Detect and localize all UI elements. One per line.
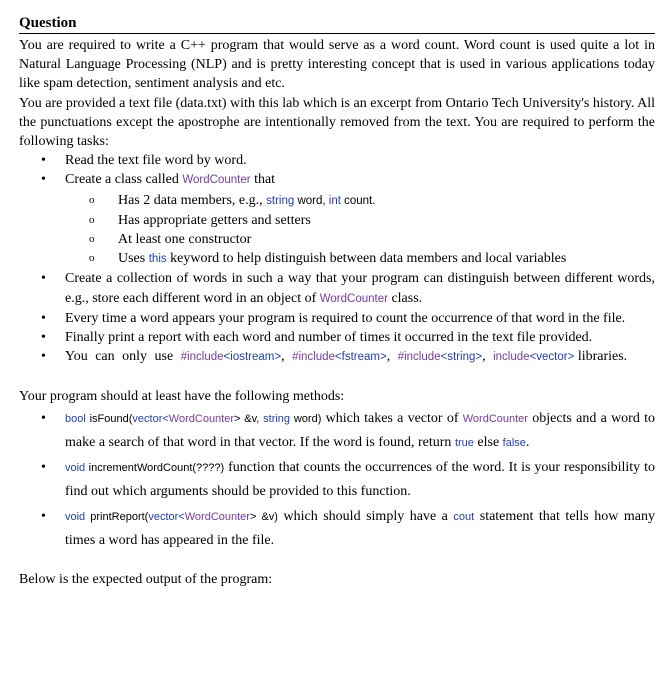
task-read: • Read the text file word by word. bbox=[19, 151, 655, 170]
intro-paragraph-1: You are required to write a C++ program that would serve as a word count. Word count is used quite a lot in Natural Language Processing (NLP) and is pretty interesting concept that is used in various applications today like spam detection, sentiment analysis and etc. bbox=[19, 38, 655, 92]
circle-bullet-icon: o bbox=[89, 252, 95, 265]
task-libraries: • You can only use #include<iostream>, #include<fstream>, #include<string>, include<vector> libraries. bbox=[19, 347, 655, 367]
methods-intro: Your program should at least have the following methods: bbox=[19, 389, 345, 405]
bullet-icon: • bbox=[41, 349, 46, 365]
circle-bullet-icon: o bbox=[89, 193, 95, 206]
method-list bbox=[19, 407, 655, 554]
task-count-occurrence: • Every time a word appears your program is required to count the occurrence of that word in the file. bbox=[19, 309, 655, 328]
method-print-report: • void printReport(vector<WordCounter> &v) which should simply have a cout statement that tells how many times a word has appeared in the file. bbox=[19, 505, 655, 554]
bullet-icon: • bbox=[41, 410, 46, 426]
title-rule bbox=[19, 33, 655, 34]
subtask-this-keyword: o Uses this keyword to help distinguish between data members and local variables bbox=[19, 249, 655, 269]
bullet-icon: • bbox=[41, 271, 46, 287]
question-title: Question bbox=[19, 15, 77, 31]
task-create-class: • Create a class called WordCounter that bbox=[19, 170, 655, 190]
bullet-icon: • bbox=[41, 459, 46, 475]
circle-bullet-icon: o bbox=[89, 233, 95, 246]
method-is-found: • bool isFound(vector<WordCounter> &v, string word) which takes a vector of WordCounter objects and a word to make a search of that word in that vector. If the word is found, return true else false. bbox=[19, 407, 655, 456]
task-list bbox=[19, 151, 655, 367]
bullet-icon: • bbox=[41, 508, 46, 524]
task-collection: • Create a collection of words in such a way that your program can distinguish between different words, e.g., store each different word in an object of WordCounter class. bbox=[41, 271, 655, 306]
expected-output-label: Below is the expected output of the program: bbox=[19, 571, 273, 587]
method-increment-word-count: • void incrementWordCount(????) function that counts the occurrences of the word. It is your responsibility to find out which arguments should be provided to this function. bbox=[19, 456, 655, 505]
bullet-icon: • bbox=[41, 330, 46, 346]
intro-paragraph-2: You are provided a text file (data.txt) with this lab which is an excerpt from Ontario Tech University's history. All the punctuations except the apostrophe are intentionally removed from the text. You are required to perform the following tasks: bbox=[19, 95, 655, 150]
bullet-icon: • bbox=[41, 310, 46, 326]
class-name-code: WordCounter bbox=[182, 174, 251, 187]
subtask-constructor: o At least one constructor bbox=[19, 230, 655, 249]
circle-bullet-icon: o bbox=[89, 213, 95, 226]
subtask-getters-setters: o Has appropriate getters and setters bbox=[19, 211, 655, 230]
subtask-data-members: o Has 2 data members, e.g., string word, int count. bbox=[19, 191, 655, 211]
bullet-icon: • bbox=[41, 172, 46, 188]
task-print-report: • Finally print a report with each word and number of times it occurred in the text file provided. bbox=[19, 328, 655, 347]
question-document bbox=[19, 14, 655, 589]
bullet-icon: • bbox=[41, 153, 46, 169]
